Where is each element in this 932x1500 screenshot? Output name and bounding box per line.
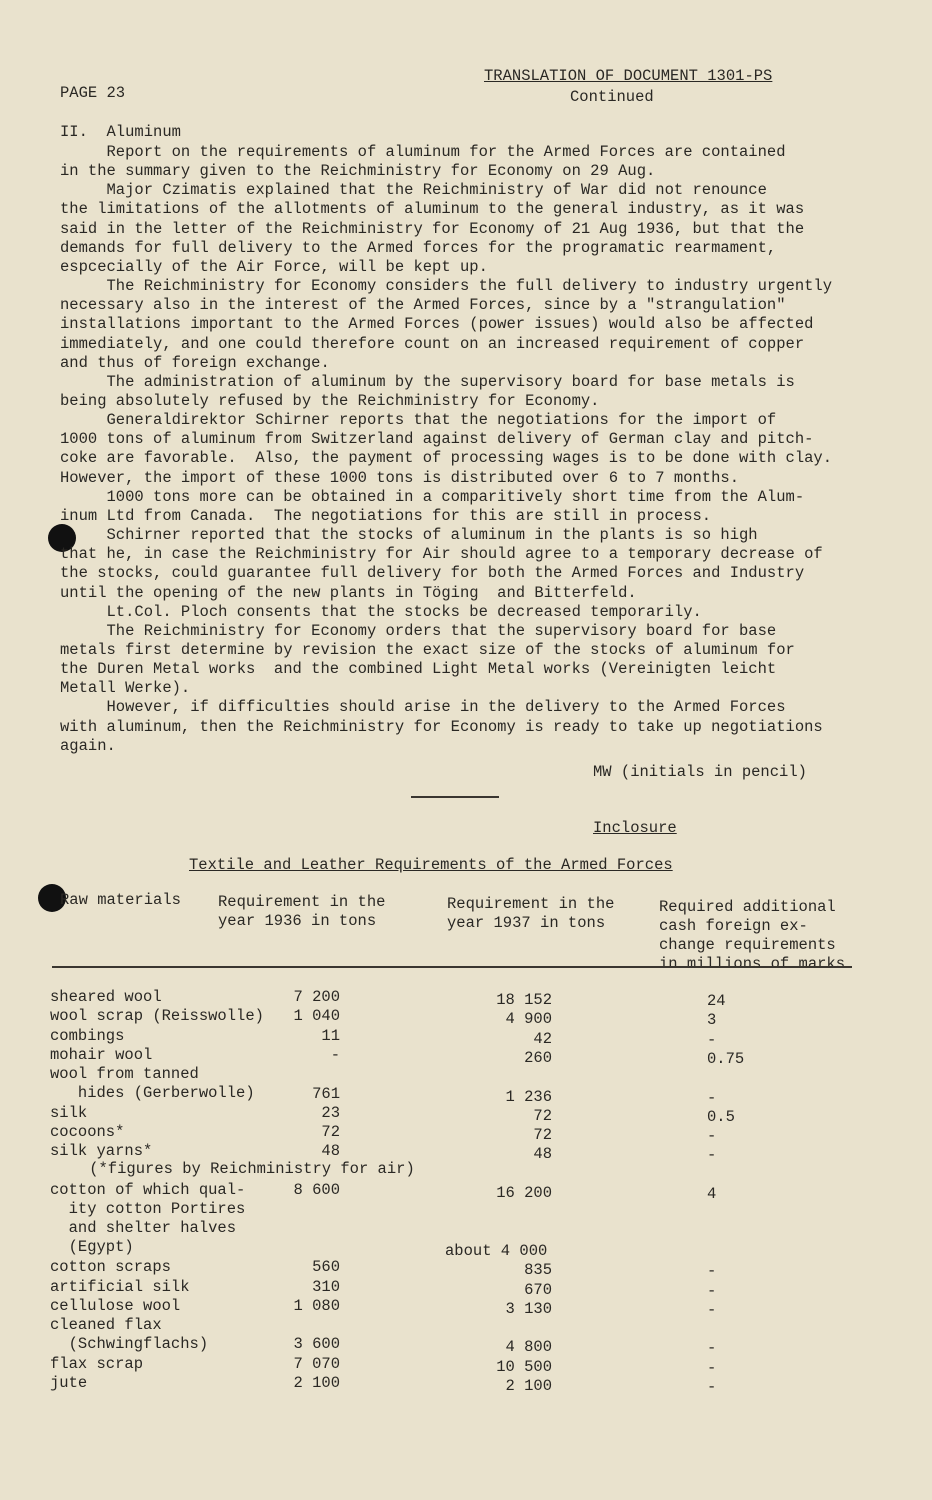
body-line: until the opening of the new plants in Töging and Bitterfeld.: [60, 583, 637, 602]
table-cell-1937: 48: [533, 1145, 552, 1164]
body-line: in the summary given to the Reichministry for Economy on 29 Aug.: [60, 162, 656, 181]
table-cell-1937: 260: [524, 1048, 552, 1067]
table-cell-material: cellulose wool: [50, 1296, 181, 1315]
table-cell-1936: 1 080: [293, 1296, 340, 1315]
body-line: Schirner reported that the stocks of aluminum in the plants is so high: [60, 526, 758, 544]
table-cell-1936: 1 040: [293, 1007, 340, 1026]
table-cell-foreign-exchange: -: [707, 1378, 717, 1396]
body-line: that he, in case the Reichministry for Air should agree to a temporary decrease of: [60, 545, 823, 564]
section-divider: [411, 796, 499, 798]
table-cell-1936: 7 200: [293, 988, 340, 1006]
body-line: being absolutely refused by the Reichministry for Economy.: [60, 391, 600, 410]
table-cell-1936: -: [330, 1045, 340, 1064]
table-cell-1936: 11: [321, 1026, 340, 1045]
table-cell-1937: 10 500: [496, 1357, 552, 1376]
document-title: TRANSLATION OF DOCUMENT 1301-PS: [484, 67, 773, 85]
table-cell-1937: 1 236: [505, 1087, 552, 1106]
table-cell-material: silk: [50, 1103, 88, 1122]
table-cell-material: cotton of which qual- ity cotton Portires and shelter halves (Egypt): [50, 1181, 246, 1256]
signature: MW (initials in pencil): [593, 763, 807, 781]
body-line: the limitations of the allotments of aluminum to the general industry, as it was: [60, 200, 805, 219]
table-cell-material: silk yarns*: [50, 1142, 153, 1161]
body-line: immediately, and one could therefore count on an increased requirement of copper: [60, 334, 805, 353]
table-cell-1936: 2 100: [293, 1374, 340, 1392]
inclosure-label: Inclosure: [593, 819, 677, 837]
body-line: The Reichministry for Economy orders that the supervisory board for base: [60, 621, 777, 640]
table-cell-foreign-exchange: -: [707, 1281, 717, 1300]
table-cell-material: flax scrap: [50, 1354, 144, 1373]
table-cell-1937: 72: [533, 1106, 552, 1125]
table-cell-foreign-exchange: 0.5: [707, 1107, 735, 1126]
table-cell-foreign-exchange: -: [707, 1146, 717, 1165]
table-cell-1936: 48: [321, 1142, 340, 1161]
table-cell-foreign-exchange: 0.75: [707, 1049, 745, 1068]
body-line: and thus of foreign exchange.: [60, 353, 330, 372]
body-line: again.: [60, 736, 116, 755]
col-header-1937: Requirement in the year 1937 in tons: [447, 895, 615, 932]
table-cell-foreign-exchange: -: [707, 1300, 717, 1319]
body-line: coke are favorable. Also, the payment of processing wages is to be done with clay.: [60, 449, 833, 468]
table-cell-foreign-exchange: -: [707, 1030, 717, 1049]
body-line: Metall Werke).: [60, 679, 191, 698]
table-cell-foreign-exchange: -: [707, 1088, 717, 1107]
continued-label: Continued: [570, 88, 654, 106]
table-cell-1937: 16 200: [496, 1184, 552, 1202]
table-cell-material: cotton scraps: [50, 1258, 171, 1277]
table-cell-1936: 761: [312, 1084, 340, 1103]
body-line: the stocks, could guarantee full delivery for both the Armed Forces and Industry: [60, 564, 805, 583]
body-line: inum Ltd from Canada. The negotiations for this are still in process.: [60, 506, 712, 525]
table-cell-1936: 7 070: [293, 1354, 340, 1373]
table-cell-1937: 670: [524, 1280, 552, 1299]
body-line: Lt.Col. Ploch consents that the stocks be decreased temporarily.: [60, 602, 702, 621]
table-cell-foreign-exchange: 4: [707, 1185, 717, 1203]
body-line: 1000 tons of aluminum from Switzerland against delivery of German clay and pitch-: [60, 430, 814, 449]
col-header-foreign-exchange: Required additional cash foreign ex- change requirements in millions of marks: [659, 898, 846, 973]
table-cell-1936: 310: [312, 1277, 340, 1296]
table-cell-1936: 3 600: [293, 1335, 340, 1354]
body-line: necessary also in the interest of the Armed Forces, since by a "strangulation": [60, 296, 786, 315]
table-cell-1937: 835: [524, 1261, 552, 1280]
table-cell-1936: 23: [321, 1103, 340, 1122]
table-cell-1937: 72: [533, 1126, 552, 1145]
table-cell-1937: 4 900: [505, 1010, 552, 1029]
table-cell-1937: 3 130: [505, 1299, 552, 1318]
table-cell-1936: 560: [312, 1258, 340, 1277]
table-cell-1937-about: about 4 000: [445, 1241, 548, 1260]
table-footnote: (*figures by Reichministry for air): [52, 1160, 415, 1178]
table-cell-foreign-exchange: 24: [707, 992, 726, 1010]
table-header-rule: [52, 966, 852, 968]
table-cell-material: cocoons*: [50, 1123, 125, 1142]
body-line: the Duren Metal works and the combined Light Metal works (Vereinigten leicht: [60, 660, 777, 678]
table-cell-foreign-exchange: -: [707, 1262, 717, 1281]
table-cell-foreign-exchange: -: [707, 1339, 717, 1358]
table-cell-material: combings: [50, 1026, 125, 1045]
body-line: Generaldirektor Schirner reports that the negotiations for the import of: [60, 411, 777, 430]
table-cell-foreign-exchange: -: [707, 1127, 717, 1146]
body-line: However, if difficulties should arise in the delivery to the Armed Forces: [60, 698, 786, 717]
table-cell-material: wool scrap (Reisswolle): [50, 1007, 264, 1026]
body-line: with aluminum, then the Reichministry for Economy is ready to take up negotiations: [60, 717, 823, 736]
table-cell-1937: 2 100: [505, 1377, 552, 1395]
table-cell-1937: 42: [533, 1029, 552, 1048]
body-line: espcecially of the Air Force, will be kept up.: [60, 257, 488, 276]
body-line: The Reichministry for Economy considers the full delivery to industry urgently: [60, 277, 833, 295]
col-header-material: Raw materials: [60, 891, 181, 909]
table-cell-1936: 8 600: [293, 1181, 340, 1199]
table-cell-foreign-exchange: 3: [707, 1011, 717, 1030]
col-header-1936: Requirement in the year 1936 in tons: [218, 893, 386, 930]
section-heading: II. Aluminum: [60, 123, 181, 141]
body-line: demands for full delivery to the Armed forces for the programatic rearmament,: [60, 238, 777, 257]
body-line: Major Czimatis explained that the Reichministry of War did not renounce: [60, 181, 767, 200]
body-line: installations important to the Armed Forces (power issues) would also be affected: [60, 315, 814, 334]
table-cell-material: sheared wool: [50, 988, 162, 1006]
table-cell-1937: 4 800: [505, 1338, 552, 1357]
table-cell-material: mohair wool: [50, 1045, 153, 1064]
table-cell-1937: 18 152: [496, 991, 552, 1009]
body-line: 1000 tons more can be obtained in a comparitively short time from the Alum-: [60, 487, 805, 506]
table-cell-material: jute: [50, 1374, 88, 1392]
table-title: Textile and Leather Requirements of the Armed Forces: [189, 856, 673, 874]
table-cell-material: cleaned flax (Schwingflachs): [50, 1316, 209, 1354]
table-cell-foreign-exchange: -: [707, 1358, 717, 1377]
body-line: metals first determine by revision the exact size of the stocks of aluminum for: [60, 640, 795, 659]
body-line: said in the letter of the Reichministry for Economy of 21 Aug 1936, but that the: [60, 219, 805, 238]
body-line: However, the import of these 1000 tons is distributed over 6 to 7 months.: [60, 468, 740, 487]
body-line: Report on the requirements of aluminum for the Armed Forces are contained: [60, 143, 786, 161]
page-label: PAGE 23: [60, 84, 126, 102]
table-cell-material: wool from tanned hides (Gerberwolle): [50, 1065, 255, 1103]
table-cell-1936: 72: [321, 1123, 340, 1142]
table-cell-material: artificial silk: [50, 1277, 190, 1296]
body-line: The administration of aluminum by the supervisory board for base metals is: [60, 372, 795, 391]
